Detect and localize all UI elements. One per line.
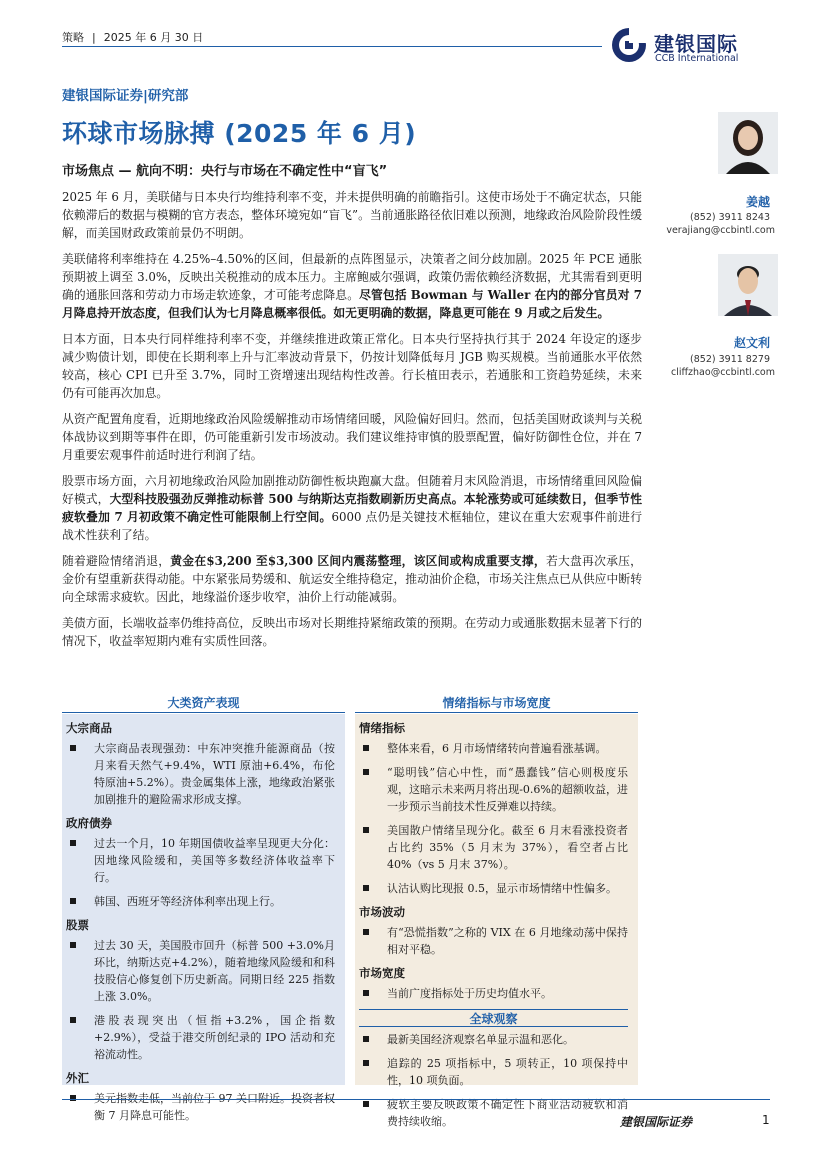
paragraph-1: [62, 188, 642, 242]
section-title: 情绪指标: [359, 721, 405, 735]
paragraph-text: 美债方面，长端收益率仍维持高位，反映出市场对长期维持紧缩政策的预期。在劳动力或通胀数据未显著下行的情况下，收益率短期内难有实质性回落。: [62, 616, 642, 648]
bullet-square-icon: [363, 745, 369, 751]
bullet-square-icon: [363, 1036, 369, 1042]
paragraph-text: 美联储将利率维持在 4.25%–4.50%的区间，但最新的点阵图显示，决策者之间分歧加剧。2025 年 PCE 通胀预期被上调至 3.0%，反映出关税推动的成本压力。主席鲍威尔强调，政策仍需依赖经济数据，尤其需看到更明确的通胀回落和劳动力市场走软迹象，才可能考虑降息。: [62, 252, 642, 302]
bullet-square-icon: [70, 898, 76, 904]
list-item: [66, 1012, 335, 1063]
list-item: [359, 822, 628, 873]
paragraph-6: [62, 552, 642, 606]
bullet-square-icon: [363, 1101, 369, 1107]
analyst-email[interactable]: verajiang@ccbintl.com: [666, 225, 775, 236]
header-meta: [62, 29, 203, 45]
paragraph-text: 随着避险情绪消退，: [62, 554, 171, 568]
bullet-text: 最新美国经济观察名单显示温和恶化。: [387, 1033, 574, 1046]
list-item: [359, 924, 628, 958]
bullet-text: 韩国、西班牙等经济体利率出现上行。: [94, 895, 281, 908]
page-number: 1: [762, 1113, 770, 1127]
list-item: [66, 937, 335, 1005]
logo-text-en: CCB International: [655, 53, 739, 64]
paragraph-text: 6000 点仍是关键技术框轴位，建议在重大宏观事件前进行战术性获利了结。: [62, 510, 642, 542]
paragraph-7: [62, 614, 642, 650]
paragraph-highlight: 大型科技股强劲反弹推动标普 500 与纳斯达克指数刷新历史高点。本轮涨势或可延续数日，但季节性疲软叠加 7 月初政策不确定性可能限制上行空间。: [62, 492, 642, 524]
bullet-square-icon: [70, 1017, 76, 1023]
bullet-square-icon: [70, 840, 76, 846]
sentiment-box: [355, 714, 638, 1128]
bullet-text: 认沽认购比现报 0.5，显示市场情绪中性偏多。: [387, 882, 617, 895]
list-item: [66, 893, 335, 910]
section-title: 股票: [66, 918, 89, 932]
paragraph-text: 2025 年 6 月，美联储与日本央行均维持利率不变，并未提供明确的前瞻指引。这使市场处于不确定状态，只能依赖滞后的数据与模糊的官方表态，整体环境宛如“盲飞”。当前通胀路径依旧难以预测，地缘政治风险阶段性缓解，而美国财政政策前景仍不明朗。: [62, 190, 642, 240]
bullet-square-icon: [70, 745, 76, 751]
analyst-email[interactable]: cliffzhao@ccbintl.com: [671, 367, 775, 378]
section-title: 政府债券: [66, 816, 112, 830]
paragraph-text: 股票市场方面，六月初地缘政治风险加剧推动防御性板块跑赢大盘。但随着月末风险消退，市场情绪重回风险偏好模式，: [62, 474, 642, 506]
paragraph-highlight: 尽管包括 Bowman 与 Waller 在内的部分官员对 7 月降息持开放态度，但我们认为七月降息概率很低。如无更明确的数据，降息更可能在 9 月或之后发生。: [62, 288, 642, 320]
list-item: [359, 1055, 628, 1089]
bullet-text: 美元指数走低，当前位于 97 关口附近。投资者权衡 7 月降息可能性。: [94, 1092, 335, 1122]
bullet-text: 当前广度指标处于历史均值水平。: [387, 987, 552, 1000]
header-separator: |: [92, 31, 96, 44]
bullet-text: 疲软主要反映政策不确定性下商业活动疲软和消费持续收缩。: [387, 1098, 628, 1128]
bullet-square-icon: [70, 942, 76, 948]
sentiment-heading: 情绪指标与市场宽度: [442, 696, 551, 710]
section-title: 外汇: [66, 1071, 89, 1085]
bullet-square-icon: [363, 990, 369, 996]
bullet-text: 过去一个月，10 年期国债收益率呈现更大分化：因地缘风险缓和，美国等多数经济体收益率下行。: [94, 837, 335, 884]
bullet-square-icon: [363, 827, 369, 833]
bullet-text: “聪明钱”信心中性，而“愚蠢钱”信心则极度乐观，这暗示未来两月将出现-0.6%的超额收益，进一步预示当前技术性反弹难以持续。: [387, 766, 628, 813]
list-item: [359, 1096, 628, 1130]
bullet-square-icon: [363, 769, 369, 775]
report-body: [62, 188, 642, 658]
bullet-text: 整体来看，6 月市场情绪转向普遍看涨基调。: [387, 742, 607, 755]
bullet-text: 美国散户情绪呈现分化。截至 6 月末看涨投资者占比约 35%（5 月末为 37%），看空者占比 40%（vs 5 月末 37%）。: [387, 824, 628, 871]
list-item: [66, 835, 335, 886]
bullet-text: 有“恐慌指数”之称的 VIX 在 6 月地缘动荡中保持相对平稳。: [387, 926, 628, 956]
section-title: 市场宽度: [359, 966, 405, 980]
person-icon: [718, 254, 778, 316]
department-line: 建银国际证券|研究部: [62, 88, 189, 104]
analyst-phone: (852) 3911 8243: [690, 212, 770, 223]
list-item: [359, 1031, 628, 1048]
paragraph-4: [62, 410, 642, 464]
paragraph-2: [62, 250, 642, 322]
footer-brand: 建银国际证券: [620, 1115, 693, 1129]
bullet-square-icon: [363, 929, 369, 935]
bullet-text: 大宗商品表现强劲：中东冲突推升能源商品（按月来看天然气+9.4%，WTI 原油+6.4%，布伦特原油+5.2%）。贵金属集体上涨，地缘政治紧张加剧推升的避险需求形成支撑。: [94, 742, 335, 806]
bullet-text: 港股表现突出（恒指+3.2%，国企指数+2.9%），受益于港交所创纪录的 IPO 活动和充裕流动性。: [94, 1014, 335, 1061]
section-title: 市场波动: [359, 905, 405, 919]
bullet-square-icon: [70, 1095, 76, 1101]
list-item: [66, 740, 335, 808]
footer-rule: [62, 1099, 770, 1100]
analyst-phone: (852) 3911 8279: [690, 354, 770, 365]
list-item: [359, 740, 628, 757]
list-item: [359, 764, 628, 815]
page-title: 环球市场脉搏 (2025 年 6 月): [62, 119, 417, 148]
paragraph-text: 从资产配置角度看，近期地缘政治风险缓解推动市场情绪回暖，风险偏好回归。然而，包括美国财政谈判与关税体战协议到期等事件在即，仍可能重新引发市场波动。我们建议维持审慎的股票配置，偏好防御性仓位，并在 7 月重要宏观事件前适时进行利润了结。: [62, 412, 642, 462]
asset-performance-box: [62, 714, 345, 1122]
paragraph-5: [62, 472, 642, 544]
report-date: 2025 年 6 月 30 日: [103, 31, 204, 44]
asset-performance-heading: 大类资产表现: [167, 696, 240, 710]
page-subtitle: 市场焦点 — 航向不明：央行与市场在不确定性中“盲飞”: [62, 164, 388, 179]
paragraph-text: 日本方面，日本央行同样维持利率不变，并继续推进政策正常化。日本央行坚持执行其于 2024 年设定的逐步减少购债计划，即使在长期利率上升与汇率波动背景下，仍按计划降低每月 JGB 购买规模。当前通胀水平依然较高，核心 CPI 已升至 3.7%，同时工资增速出现结构性改善。行长植田表示，若通胀和工资趋势延续，未来仍有可能再次加息。: [62, 332, 642, 400]
analyst-photo: [718, 112, 778, 174]
bullet-square-icon: [363, 1060, 369, 1066]
company-logo: [610, 22, 770, 68]
global-watch-heading: 全球观察: [359, 1009, 628, 1027]
paragraph-3: [62, 330, 642, 402]
list-item: [359, 880, 628, 897]
list-item: [66, 1090, 335, 1124]
paragraph-text: 若大盘再次承压，金价有望重新获得动能。中东紧张局势缓和、航运安全维持稳定，推动油价企稳，市场关注焦点已从供应中断转向全球需求疲软。因此，地缘溢价逐步收窄，油价上行动能减弱。: [62, 554, 642, 604]
heading-rule: [62, 712, 345, 713]
analyst-photo: [718, 254, 778, 316]
bullet-square-icon: [363, 885, 369, 891]
person-icon: [718, 112, 778, 174]
logo-text-cn: 建银国际: [654, 32, 738, 56]
report-category: 策略: [62, 31, 84, 44]
header-rule: [62, 46, 602, 47]
analyst-name: 姜越: [745, 195, 770, 209]
ccb-logo-icon: [610, 26, 648, 64]
paragraph-highlight: 黄金在$3,200 至$3,300 区间内震荡整理，该区间或构成重要支撑，: [170, 554, 546, 568]
heading-rule: [355, 712, 638, 713]
bullet-text: 追踪的 25 项指标中，5 项转正，10 项保持中性，10 项负面。: [387, 1057, 628, 1087]
list-item: [359, 985, 628, 1002]
analyst-name: 赵文利: [733, 336, 770, 350]
section-title: 大宗商品: [66, 721, 112, 735]
bullet-text: 过去 30 天，美国股市回升（标普 500 +3.0%月环比，纳斯达克+4.2%），随着地缘风险缓和和科技股信心修复创下历史新高。同期日经 225 指数上涨 3.0%。: [94, 939, 335, 1003]
